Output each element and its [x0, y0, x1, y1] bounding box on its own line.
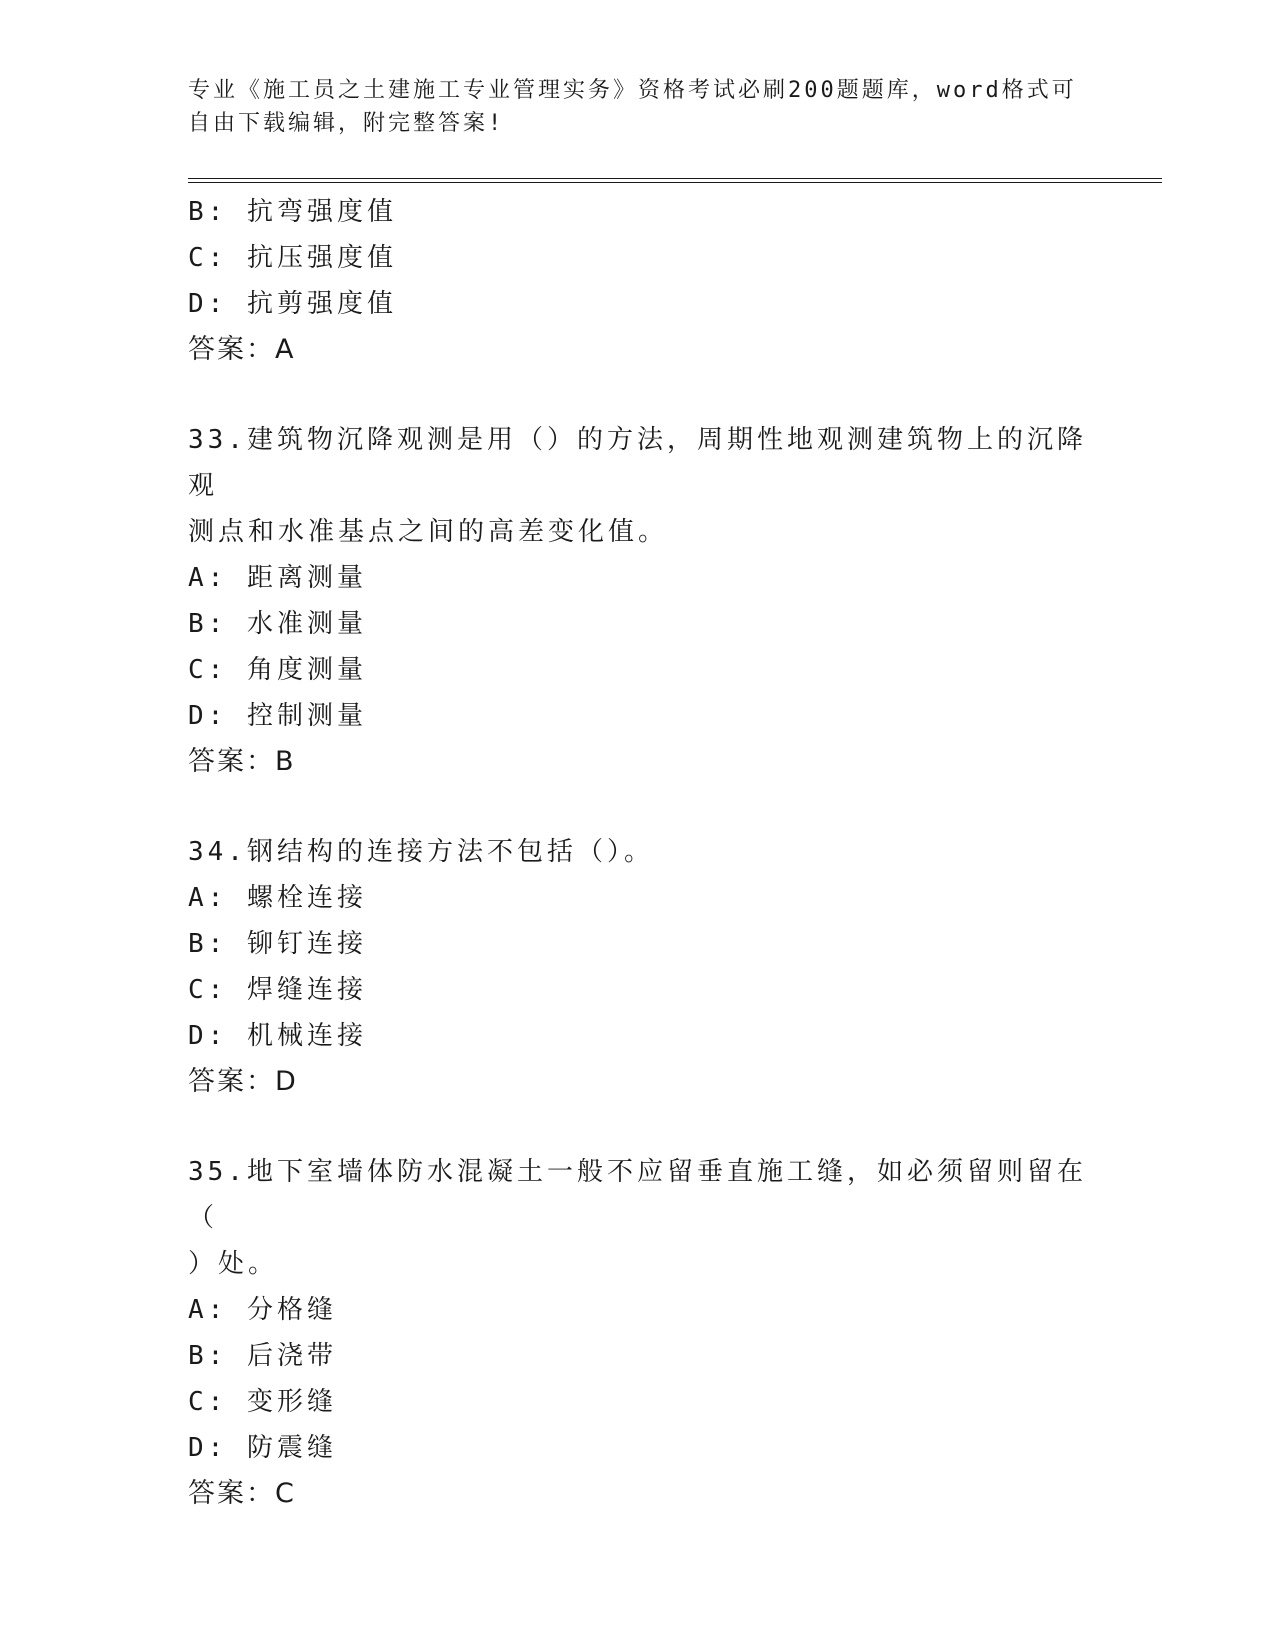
option-b: B: 水准测量	[188, 609, 367, 639]
option-d: D: 机械连接	[188, 1021, 367, 1051]
option-a: A: 螺栓连接	[188, 883, 367, 913]
option-c: C: 变形缝	[188, 1387, 337, 1417]
option-b: B: 铆钉连接	[188, 929, 367, 959]
answer-line: 答案：A	[188, 334, 296, 365]
question-32-continued	[188, 189, 1088, 373]
option-d: D: 控制测量	[188, 701, 367, 731]
option-b: B: 后浇带	[188, 1341, 337, 1371]
document-body	[188, 189, 1088, 1517]
answer-line: 答案：C	[188, 1478, 296, 1509]
question-stem-line-1: 33.建筑物沉降观测是用（）的方法，周期性地观测建筑物上的沉降观	[188, 425, 1087, 501]
question-33	[188, 417, 1088, 785]
option-d: D: 防震缝	[188, 1433, 337, 1463]
question-35	[188, 1149, 1088, 1517]
header-line-1: 专业《施工员之土建施工专业管理实务》资格考试必刷200题题库，word格式可	[188, 78, 1077, 103]
header-divider	[188, 178, 1162, 183]
option-a: A: 距离测量	[188, 563, 367, 593]
option-c: C: 抗压强度值	[188, 243, 397, 273]
question-stem-line-1: 35.地下室墙体防水混凝土一般不应留垂直施工缝，如必须留则留在（	[188, 1157, 1087, 1233]
option-c: C: 角度测量	[188, 655, 367, 685]
option-d: D: 抗剪强度值	[188, 289, 397, 319]
header-line-2: 自由下载编辑，附完整答案!	[188, 111, 505, 136]
question-stem-line-1: 34.钢结构的连接方法不包括（）。	[188, 837, 654, 867]
answer-line: 答案：B	[188, 746, 296, 777]
option-c: C: 焊缝连接	[188, 975, 367, 1005]
option-a: A: 分格缝	[188, 1295, 337, 1325]
question-34	[188, 829, 1088, 1105]
option-b: B: 抗弯强度值	[188, 197, 397, 227]
answer-line: 答案：D	[188, 1066, 298, 1097]
page-header	[188, 74, 1088, 140]
question-stem-line-2: 测点和水准基点之间的高差变化值。	[188, 517, 669, 547]
question-stem-line-2: ）处。	[188, 1249, 279, 1279]
